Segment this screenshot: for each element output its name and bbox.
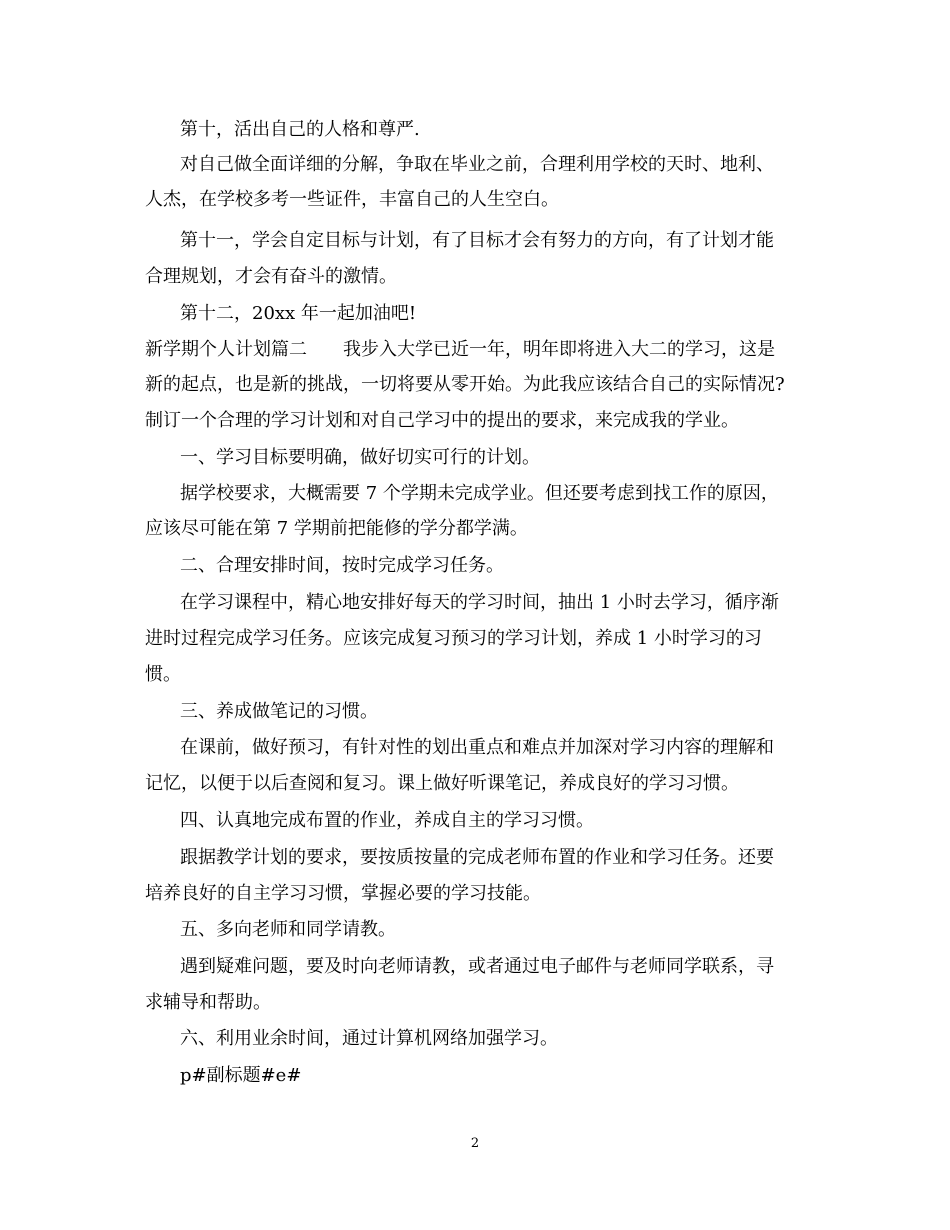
section-heading: 一、学习目标要明确，做好切实可行的计划。: [180, 447, 540, 468]
text-line: 对自己做全面详细的分解，争取在毕业之前，合理利用学校的天时、地利、: [180, 154, 774, 175]
section-heading: 四、认真地完成布置的作业，养成自主的学习习惯。: [180, 810, 594, 831]
text-line: 第十一，学会自定目标与计划，有了目标才会有努力的方向，有了计划才能: [180, 230, 774, 251]
section-heading: 六、利用业余时间，通过计算机网络加强学习。: [180, 1028, 558, 1049]
text-line: 在课前，做好预习，有针对性的划出重点和难点并加深对学习内容的理解和: [180, 737, 774, 758]
text-line: 求辅导和帮助。: [145, 992, 271, 1013]
text-line: 在学习课程中，精心地安排好每天的学习时间，抽出 1 小时去学习，循序渐: [180, 592, 779, 613]
text-line: 培养良好的自主学习习惯，掌握必要的学习技能。: [145, 883, 541, 904]
text-line: 进时过程完成学习任务。应该完成复习预习的学习计划，养成 1 小时学习的习: [145, 628, 762, 649]
text-line: 人杰，在学校多考一些证件，丰富自己的人生空白。: [145, 189, 559, 210]
text-line: 跟据教学计划的要求，要按质按量的完成老师布置的作业和学习任务。还要: [180, 847, 774, 868]
text-line: 第十，活出自己的人格和尊严.: [180, 119, 420, 140]
text-line: 新的起点，也是新的挑战，一切将要从零开始。为此我应该结合自己的实际情况?: [145, 374, 785, 395]
text-line: 制订一个合理的学习计划和对自己学习中的提出的要求，来完成我的学业。: [145, 410, 739, 431]
text-line: 新学期个人计划篇二 我步入大学已近一年，明年即将进入大二的学习，这是: [145, 339, 775, 360]
text-line: 合理规划，才会有奋斗的激情。: [145, 266, 397, 287]
text-line: 惯。: [145, 664, 181, 685]
text-line: 应该尽可能在第 7 学期前把能修的学分都学满。: [145, 518, 528, 539]
text-line: 记忆，以便于以后查阅和复习。课上做好听课笔记，养成良好的学习习惯。: [145, 773, 739, 794]
section-heading: 二、合理安排时间，按时完成学习任务。: [180, 555, 504, 576]
section-heading: 五、多向老师和同学请教。: [180, 919, 396, 940]
text-line: 遇到疑难问题，要及时向老师请教，或者通过电子邮件与老师同学联系，寻: [180, 956, 774, 977]
section-heading: 三、养成做笔记的习惯。: [180, 701, 378, 722]
page-number: 2: [470, 1136, 480, 1151]
text-line: p#副标题#e#: [180, 1065, 302, 1086]
text-line: 据学校要求，大概需要 7 个学期未完成学业。但还要考虑到找工作的原因，: [180, 483, 779, 504]
text-line: 第十二，20xx 年一起加油吧!: [180, 303, 417, 324]
